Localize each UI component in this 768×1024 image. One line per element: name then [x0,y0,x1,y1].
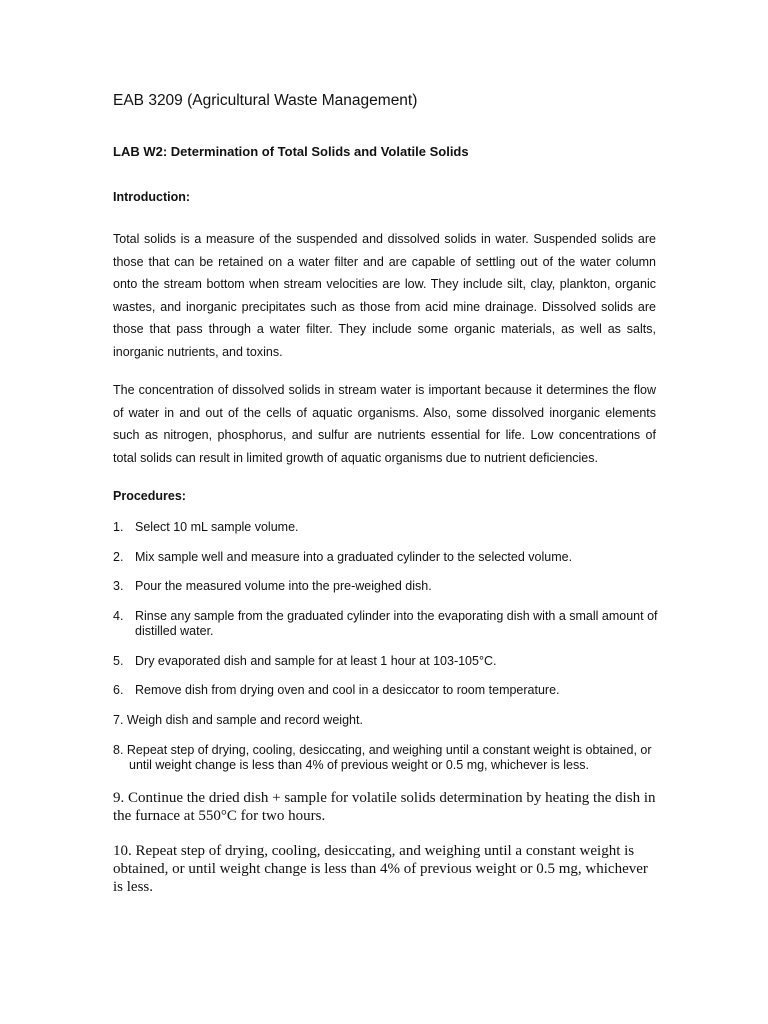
step-number: 6. [113,683,124,697]
procedure-step-5 [113,654,658,669]
course-title: EAB 3209 (Agricultural Waste Management) [113,92,418,109]
step-number: 4. [113,609,124,623]
step-text: Mix sample well and measure into a graduated cylinder to the selected volume. [135,550,573,564]
step-text: Remove dish from drying oven and cool in a desiccator to room temperature. [135,683,560,697]
procedure-step-10 [113,842,658,896]
procedure-step-7 [113,713,658,728]
step-text: 10. Repeat step of drying, cooling, desiccating, and weighing until a constant weight is obtained, or until weight change is less than 4% of previous weight or 0.5 mg, whichever is less. [113,843,648,895]
procedure-step-6 [113,683,658,698]
step-text: Select 10 mL sample volume. [135,520,299,534]
procedure-step-8 [113,743,658,773]
step-text: Pour the measured volume into the pre-weighed dish. [135,579,432,593]
step-number: 1. [113,520,124,534]
step-text: Dry evaporated dish and sample for at least 1 hour at 103-105°C. [135,654,497,668]
introduction-paragraph: Total solids is a measure of the suspended and dissolved solids in water. Suspended solids are those that can be retained on a water filter and are capable of settling out of the water column onto the stream bottom when stream velocities are low. They include silt, clay, plankton, organic wastes, and inorganic precipitates such as those from acid mine drainage. Dissolved solids are those that pass through a water filter. They include some organic materials, as well as salts, inorganic nutrients, and toxins. [113,232,656,359]
procedure-step-9 [113,789,658,825]
step-text: Rinse any sample from the graduated cylinder into the evaporating dish with a small amount of distilled water. [135,609,658,638]
procedure-step-2 [113,550,658,565]
step-number: 3. [113,579,124,593]
procedures-heading: Procedures: [113,489,186,503]
introduction-heading: Introduction: [113,190,191,204]
procedure-step-3 [113,579,658,594]
procedure-step-4 [113,609,658,639]
step-text: 7. Weigh dish and sample and record weight. [113,713,363,727]
step-number: 5. [113,654,124,668]
step-number: 2. [113,550,124,564]
lab-title: LAB W2: Determination of Total Solids and Volatile Solids [113,144,469,159]
introduction-paragraph: The concentration of dissolved solids in stream water is important because it determines the flow of water in and out of the cells of aquatic organisms. Also, some dissolved inorganic elements such as nitrogen, phosphorus, and sulfur are nutrients essential for life. Low concentrations of total solids can result in limited growth of aquatic organisms due to nutrient deficiencies. [113,383,656,465]
step-text: 8. Repeat step of drying, cooling, desiccating, and weighing until a constant weight is obtained, or until weight change is less than 4% of previous weight or 0.5 mg, whichever is less. [113,743,652,772]
procedure-step-1 [113,520,658,535]
step-text: 9. Continue the dried dish + sample for volatile solids determination by heating the dish in the furnace at 550°C for two hours. [113,790,656,824]
